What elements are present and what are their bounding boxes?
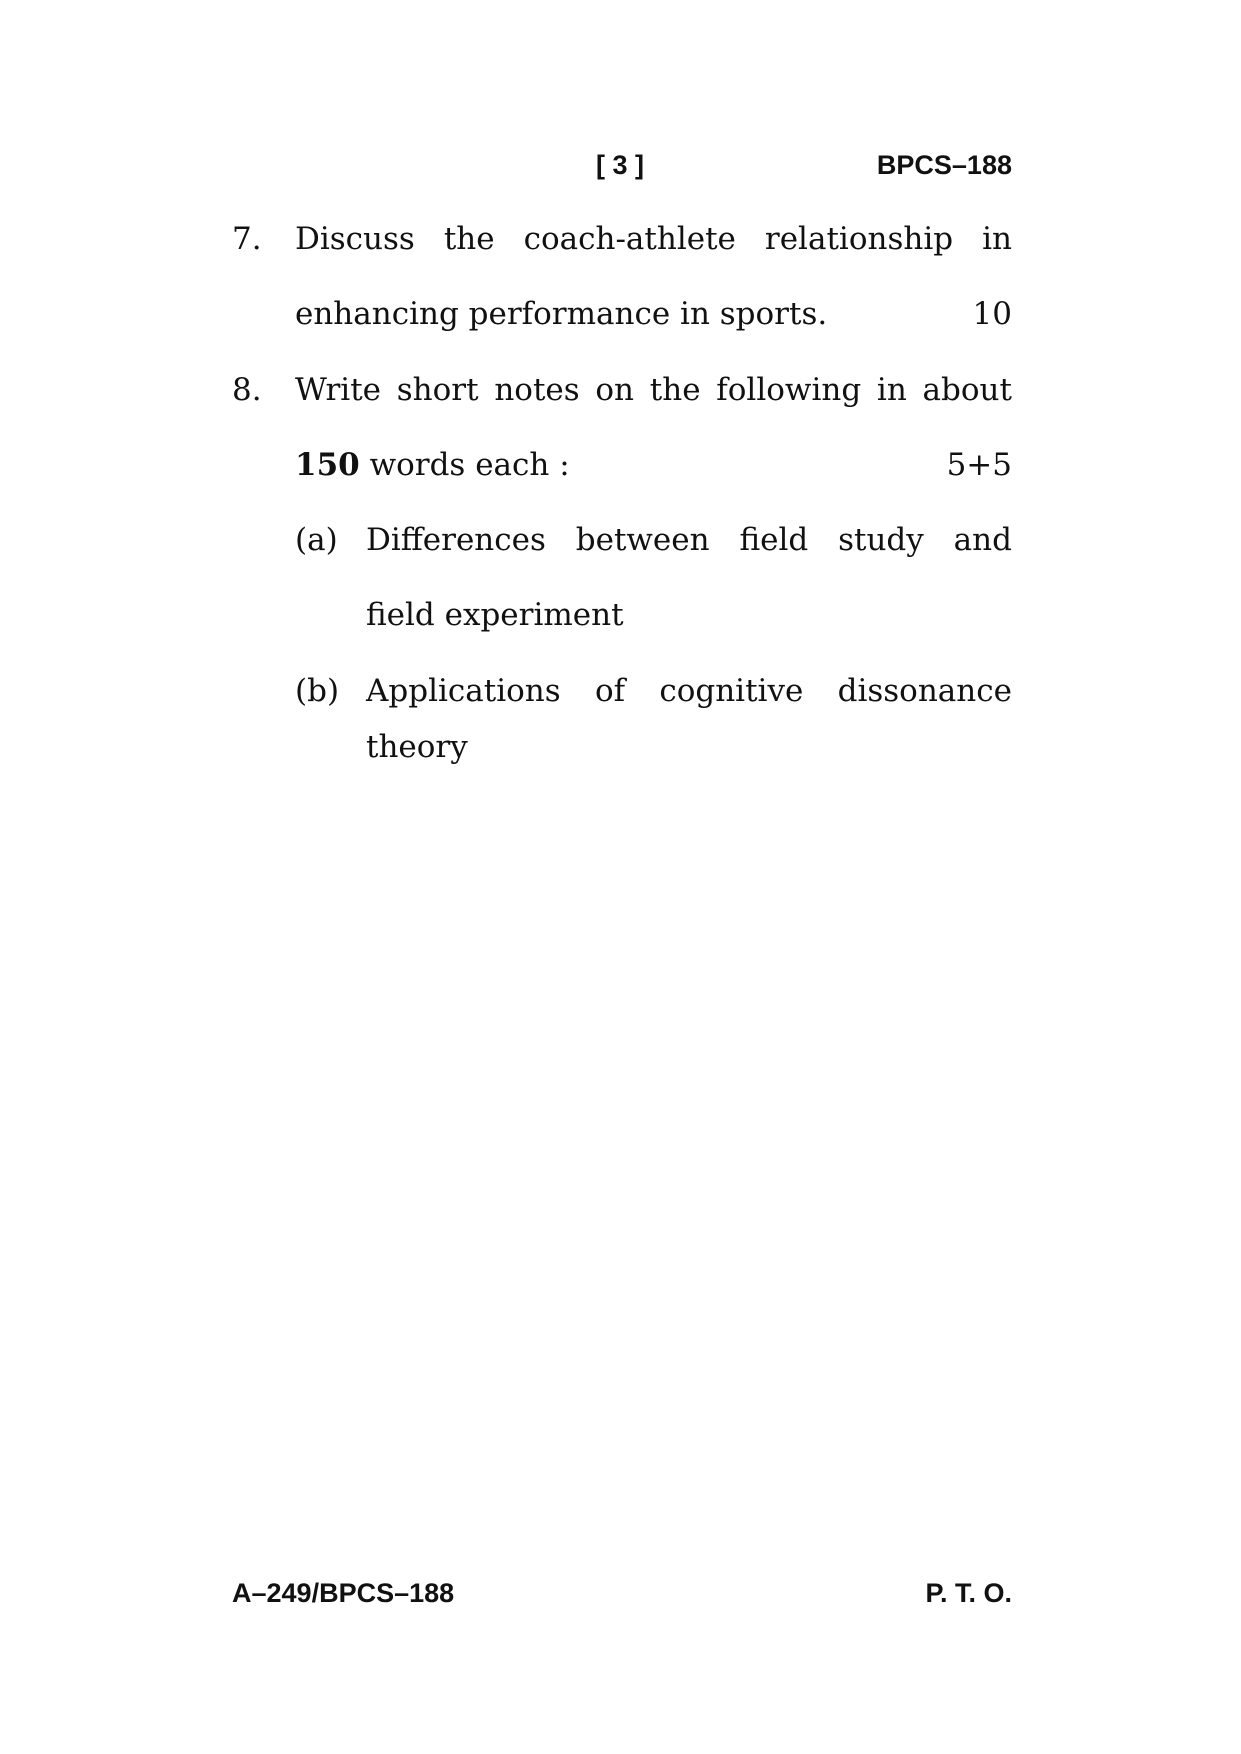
footer-pto: P. T. O. — [925, 1578, 1012, 1608]
word: between — [575, 522, 710, 558]
word: Differences — [366, 522, 546, 558]
word: cognitive — [659, 673, 804, 709]
question-8-marks: 5+5 — [946, 447, 1012, 483]
word: about — [922, 372, 1012, 408]
word: short — [396, 372, 479, 408]
word: dissonance — [837, 673, 1012, 709]
question-7-line-1 — [295, 221, 1012, 257]
word: the — [443, 221, 495, 257]
word: in — [982, 221, 1012, 257]
question-7-line-2: enhancing performance in sports. — [295, 296, 828, 332]
question-8-line-1 — [295, 372, 1012, 408]
word: Discuss — [295, 221, 415, 257]
word: following — [716, 372, 862, 408]
word: on — [595, 372, 635, 408]
subpart-b-label: (b) — [295, 673, 340, 709]
question-7-marks: 10 — [972, 296, 1012, 332]
word: notes — [494, 372, 580, 408]
subpart-b-line-1 — [366, 673, 1012, 709]
footer-code: A–249/BPCS–188 — [232, 1578, 455, 1608]
line-text: words each : — [359, 447, 570, 483]
header-code: BPCS–188 — [876, 150, 1012, 180]
subpart-a-line-1 — [366, 522, 1012, 558]
word: the — [649, 372, 701, 408]
word: Write — [295, 372, 382, 408]
subpart-b-line-2: theory — [366, 729, 468, 765]
word: in — [876, 372, 907, 408]
word: coach-athlete — [523, 221, 736, 257]
word: and — [953, 522, 1012, 558]
word: Applications — [366, 673, 561, 709]
word-count: 150 — [295, 447, 360, 483]
question-8-number: 8. — [232, 372, 262, 408]
word: relationship — [764, 221, 954, 257]
subpart-a-label: (a) — [295, 522, 338, 558]
word: of — [594, 673, 626, 709]
subpart-a-line-2: field experiment — [366, 597, 624, 633]
question-7-number: 7. — [232, 221, 262, 257]
word: field — [739, 522, 809, 558]
page-number: [ 3 ] — [596, 150, 645, 180]
question-8-line-2 — [295, 447, 570, 483]
word: study — [838, 522, 924, 558]
